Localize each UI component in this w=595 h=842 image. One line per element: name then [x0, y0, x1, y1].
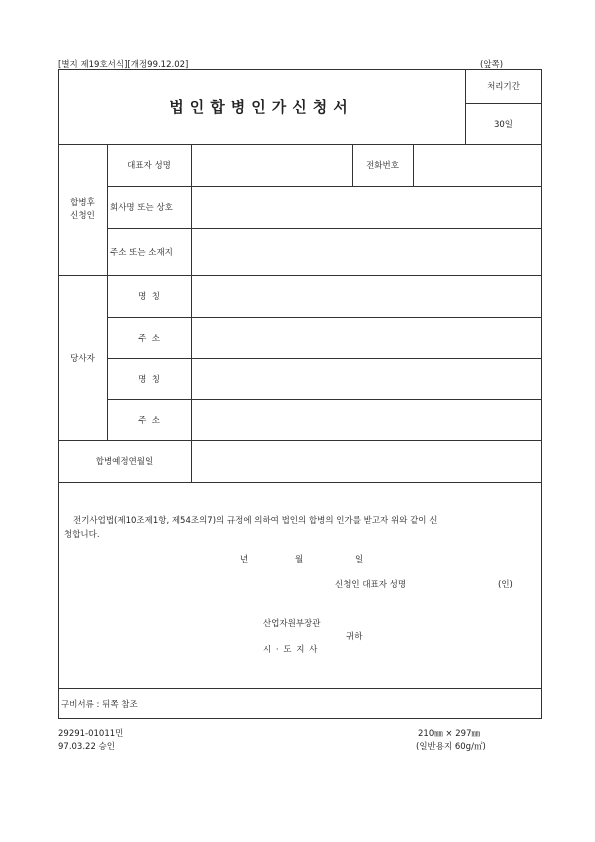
divider: [58, 482, 542, 483]
footer-paper: (일반용지 60g/㎡): [416, 742, 486, 752]
applicant-group-label: [58, 144, 107, 275]
page-side-label: (앞쪽): [480, 60, 504, 70]
party1-name-label: 명 칭: [138, 292, 160, 302]
date-year-label: 년: [240, 555, 249, 565]
address-label: 주소 또는 소재지: [110, 247, 173, 258]
seal-mark: (인): [498, 580, 513, 590]
party1-address-label: 주 소: [138, 333, 160, 344]
party2-address-field[interactable]: [192, 400, 541, 439]
party2-name-field[interactable]: [192, 359, 541, 398]
party1-name-field[interactable]: [192, 276, 541, 316]
form-number: [별지 제19호서식][개정99.12.02]: [58, 60, 189, 70]
party1-address-field[interactable]: [192, 318, 541, 357]
company-label: 회사명 또는 상호: [110, 203, 173, 213]
date-month-label: 월: [295, 555, 304, 565]
phone-label: 전화번호: [366, 161, 399, 171]
party2-address-label: 주 소: [138, 415, 160, 426]
phone-field[interactable]: [414, 145, 541, 185]
applicant-label-line2: 신청인: [70, 210, 95, 221]
signer-label: 신청인 대표자 성명: [335, 580, 407, 590]
parties-group-label: 당사자: [70, 353, 95, 364]
party2-name-label: 명 칭: [138, 374, 160, 385]
recipient-governor: 시 · 도 지 사: [263, 645, 319, 655]
honorific: 귀하: [346, 632, 363, 642]
address-field[interactable]: [192, 229, 541, 274]
footer-code: 29291-01011민: [58, 729, 124, 739]
date-day-label: 일: [355, 555, 364, 565]
rep-name-label: 대표자 성명: [127, 161, 171, 171]
attachments-note: 구비서류 : 뒤쪽 참조: [61, 699, 138, 710]
statement-line1: 전기사업법(제10조제1항, 제54조의7)의 규정에 의하여 법인의 합병의 인가를 받고자 위와 같이 신: [73, 516, 438, 526]
processing-period-label: 처리기간: [487, 82, 520, 92]
rep-name-field[interactable]: [192, 145, 351, 185]
merger-date-field[interactable]: [192, 441, 541, 481]
statement-line2: 청합니다.: [64, 530, 100, 540]
recipient-minister: 산업자원부장관: [263, 619, 321, 629]
footer-size: 210㎜ × 297㎜: [418, 729, 480, 739]
footer-approval: 97.03.22 승인: [58, 742, 115, 752]
form-title: 법인합병인가신청서: [169, 98, 354, 116]
applicant-label-line1: 합병후: [70, 197, 95, 208]
company-field[interactable]: [192, 187, 541, 227]
processing-period-value: 30일: [493, 119, 514, 130]
merger-date-label: 합병예정연월일: [95, 457, 154, 467]
